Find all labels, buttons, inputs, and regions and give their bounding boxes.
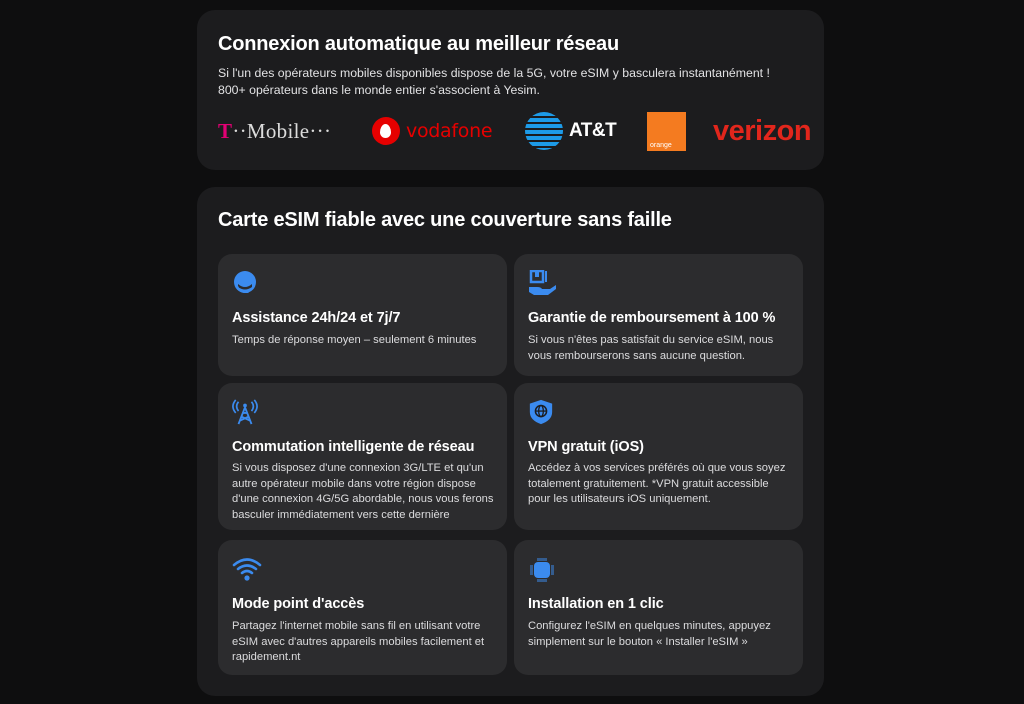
feature-description: Si vous n'êtes pas satisfait du service eSIM, nous vous rembourserons sans aucune question. [528,334,774,362]
att-logo [525,110,616,152]
feature-title: Mode point d'accès [232,596,365,612]
feature-description: Accédez à vos services préférés où que vous soyez totalement gratuitement. *VPN gratuit accessible pour les utilisateurs iOS uniquement. [528,462,786,505]
vodafone-text: vodafone [406,120,493,142]
tmobile-t: T [218,118,233,143]
network-section-description: Si l'un des opérateurs mobiles disponibles dispose de la 5G, votre eSIM y basculera instantanément ! 800+ opérateurs dans le monde entier s'associent à Yesim. [218,66,770,97]
wifi-icon [232,556,262,582]
orange-text: orange [650,141,672,149]
headset-icon [232,270,258,296]
feature-description: Configurez l'eSIM en quelques minutes, appuyez simplement sur le bouton « Installer l'eSIM » [528,620,771,648]
chip-icon [528,556,556,584]
features-section [197,187,824,696]
operator-logos [218,110,824,152]
feature-description: Si vous disposez d'une connexion 3G/LTE et qu'un autre opérateur mobile dans votre région dispose d'une connexion 4G/5G abordable, nous vous ferons basculer immédiatement vers cette dernière [232,462,494,521]
orange-square-icon [647,112,686,151]
tmobile-logo [218,110,331,152]
att-text: AT&T [569,120,617,141]
feature-card-support [218,254,507,376]
feature-title: Assistance 24h/24 et 7j/7 [232,310,401,326]
vodafone-speechmark-icon [372,117,400,145]
verizon-logo: verizon [713,114,812,147]
features-section-title: Carte eSIM fiable avec une couverture sans faille [218,209,672,231]
feature-title: Installation en 1 clic [528,596,664,612]
feature-card-vpn [514,383,803,530]
att-globe-icon [525,112,563,150]
feature-card-network-switching [218,383,507,530]
feature-card-one-click-install [514,540,803,675]
feature-card-refund [514,254,803,376]
feature-description: Partagez l'internet mobile sans fil en utilisant votre eSIM avec d'autres appareils mobiles facilement et rapidement.nt [232,620,485,663]
feature-title: Commutation intelligente de réseau [232,439,475,455]
feature-card-hotspot [218,540,507,675]
feature-title: VPN gratuit (iOS) [528,439,644,455]
vodafone-logo [372,110,492,152]
shield-globe-icon [528,399,554,425]
antenna-tower-icon [232,399,258,425]
tmobile-text: ··Mobile··· [232,118,332,143]
feature-title: Garantie de remboursement à 100 % [528,310,776,326]
network-section [197,10,824,170]
money-back-hand-icon [528,270,558,296]
feature-description: Temps de réponse moyen – seulement 6 minutes [232,334,477,346]
network-section-title: Connexion automatique au meilleur réseau [218,33,619,55]
orange-logo [647,110,686,152]
